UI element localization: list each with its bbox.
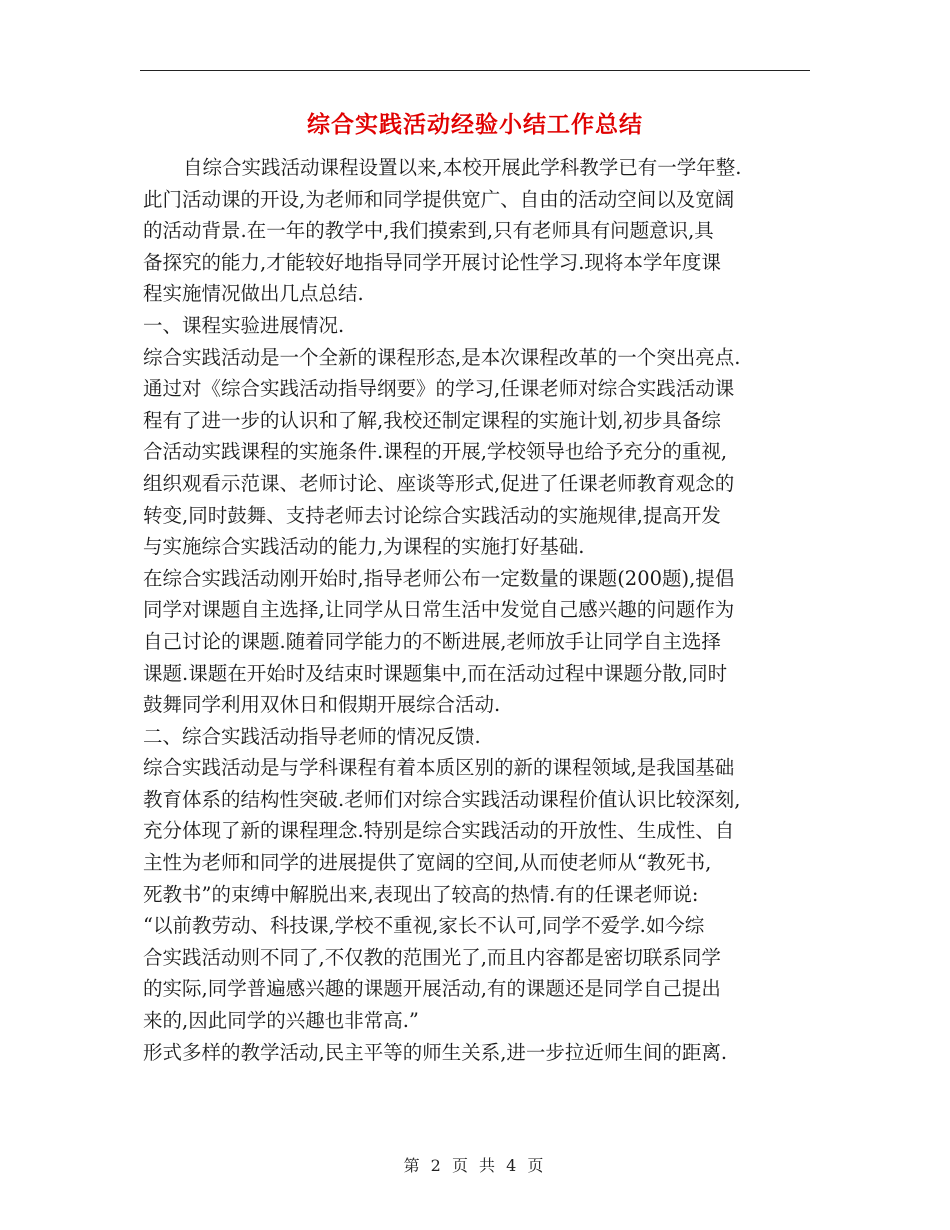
text-line: 综合实践活动是一个全新的课程形态,是本次课程改革的一个突出亮点. [143,345,741,369]
text-line: 通过对《综合实践活动指导纲要》的学习,任课老师对综合实践活动课 [143,377,735,401]
text-line: 来的,因此同学的兴趣也非常高.” [143,1009,419,1033]
text-line: 合实践活动则不同了,不仅教的范围光了,而且内容都是密切联系同学 [143,945,721,969]
page-footer: 第 2 页 共 4 页 [403,1156,547,1175]
text-line: 一、课程实验进展情况. [143,313,345,337]
text-line: 程有了进一步的认识和了解,我校还制定课程的实施计划,初步具备综 [143,408,721,432]
text-line: 形式多样的教学活动,民主平等的师生关系,进一步拉近师生间的距离. [143,1040,728,1064]
text-line: 组织观看示范课、老师讨论、座谈等形式,促进了任课老师教育观念的 [143,471,735,495]
text-line: 的活动背景.在一年的教学中,我们摸索到,只有老师具有问题意识,具 [143,219,714,243]
text-line: “以前教劳动、科技课,学校不重视,家长不认可,同学不爱学.如今综 [143,914,705,938]
text-line: 鼓舞同学利用双休日和假期开展综合活动. [143,693,501,717]
text-line: 的实际,同学普遍感兴趣的课题开展活动,有的课题还是同学自己提出 [143,977,721,1001]
text-line: 教育体系的结构性突破.老师们对综合实践活动课程价值认识比较深刻, [143,787,741,811]
text-line: 自己讨论的课题.随着同学能力的不断进展,老师放手让同学自主选择 [143,629,721,653]
text-line: 程实施情况做出几点总结. [143,282,364,306]
text-line: 与实施综合实践活动的能力,为课程的实施打好基础. [143,535,585,559]
text-line: 死教书”的束缚中解脱出来,表现出了较高的热情.有的任课老师说: [143,882,699,906]
text-line: 充分体现了新的课程理念.特别是综合实践活动的开放性、生成性、自 [143,819,735,843]
text-line: 二、综合实践活动指导老师的情况反馈. [143,724,481,748]
text-line: 备探究的能力,才能较好地指导同学开展讨论性学习.现将本学年度课 [143,250,721,274]
text-line: 在综合实践活动刚开始时,指导老师公布一定数量的课题(200题),提倡 [143,566,735,590]
text-line: 此门活动课的开设,为老师和同学提供宽广、自由的活动空间以及宽阔 [143,187,735,211]
text-line: 主性为老师和同学的进展提供了宽阔的空间,从而使老师从“教死书, [143,851,712,875]
text-line: 课题.课题在开始时及结束时课题集中,而在活动过程中课题分散,同时 [143,661,728,685]
header-rule [140,70,810,71]
text-line: 同学对课题自主选择,让同学从日常生活中发觉自己感兴趣的问题作为 [143,598,735,622]
text-line: 自综合实践活动课程设置以来,本校开展此学科教学已有一学年整. [183,156,742,179]
text-line: 综合实践活动是与学科课程有着本质区别的新的课程领域,是我国基础 [143,756,735,780]
text-line: 合活动实践课程的实施条件.课程的开展,学校领导也给予充分的重视, [143,440,728,464]
document-title: 综合实践活动经验小结工作总结 [307,111,643,138]
document-body [143,152,811,1068]
text-line: 转变,同时鼓舞、支持老师去讨论综合实践活动的实施规律,提高开发 [143,503,721,527]
